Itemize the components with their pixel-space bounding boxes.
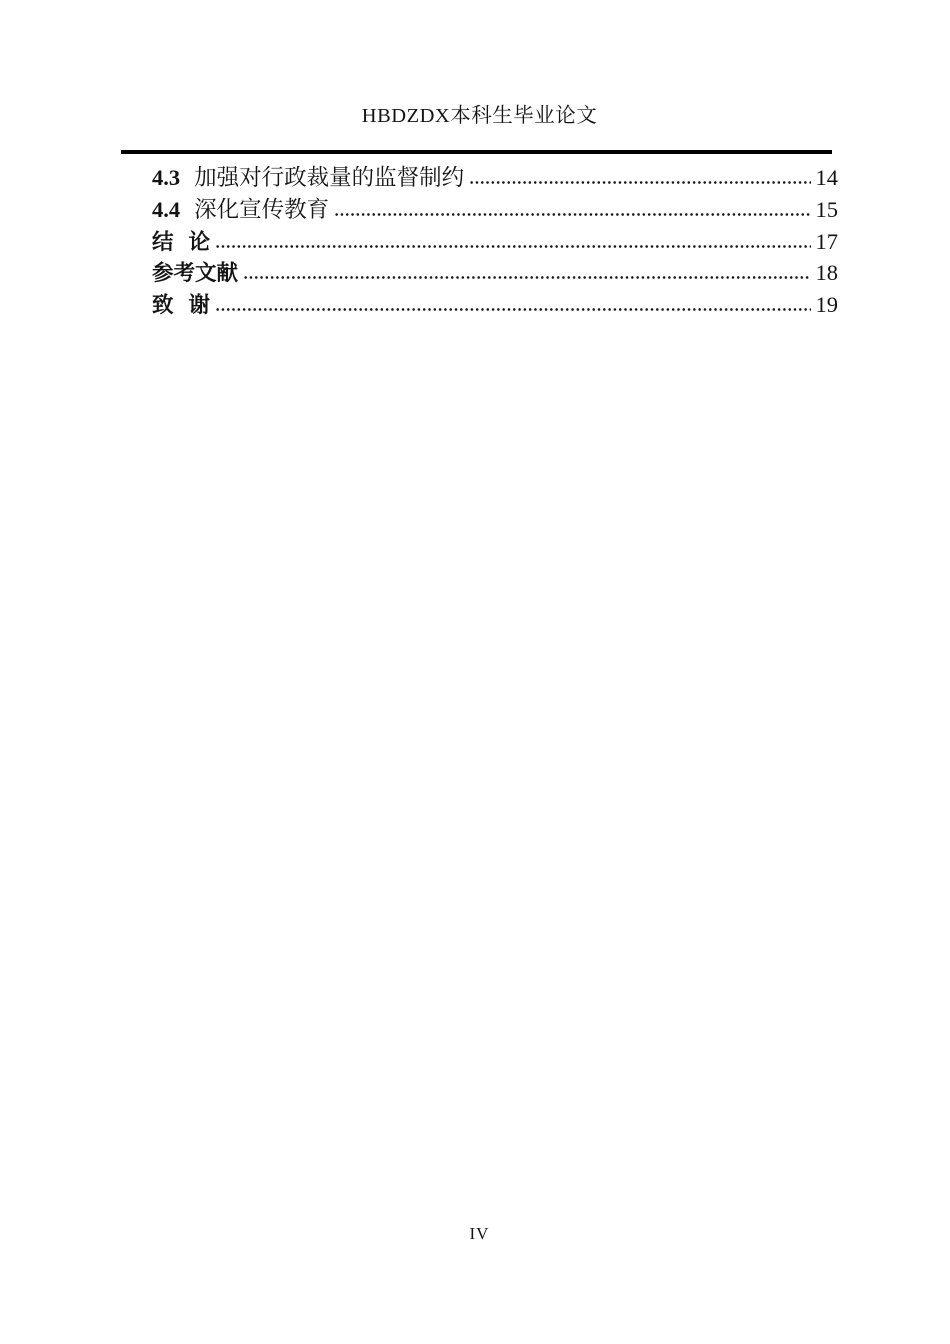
toc-entry-4-4[interactable]: [152, 191, 838, 223]
toc-entry-page: 17: [815, 228, 838, 254]
toc-leader-dots: [243, 254, 810, 280]
toc-leader-dots: [215, 223, 811, 249]
running-header-title: HBDZDX本科生毕业论文: [361, 105, 598, 127]
toc-entry-number: 4.4: [152, 196, 181, 222]
toc-entry-page: 18: [815, 260, 838, 286]
toc-entry-acknowledgements[interactable]: [152, 286, 838, 318]
table-of-contents: [152, 159, 838, 318]
toc-entry-page: 14: [815, 165, 838, 190]
toc-entry-title: 结 论: [152, 229, 210, 255]
toc-entry-conclusion[interactable]: [152, 223, 838, 255]
toc-entry-title: 致 谢: [152, 293, 210, 319]
toc-leader-dots: [469, 159, 810, 185]
toc-entry-title: 深化宣传教育: [194, 196, 330, 222]
toc-entry-4-3[interactable]: [152, 159, 838, 191]
toc-entry-references[interactable]: [152, 254, 838, 286]
footer-page-number: IV: [469, 1224, 490, 1243]
toc-leader-dots: [334, 191, 810, 217]
toc-entry-title: 加强对行政裁量的监督制约: [194, 165, 465, 190]
toc-leader-dots: [215, 286, 811, 312]
toc-entry-title: 参考文献: [152, 261, 239, 287]
toc-entry-page: 19: [815, 292, 838, 318]
toc-entry-number: 4.3: [152, 165, 181, 190]
header-double-rule: [121, 150, 832, 154]
toc-entry-page: 15: [815, 196, 838, 222]
